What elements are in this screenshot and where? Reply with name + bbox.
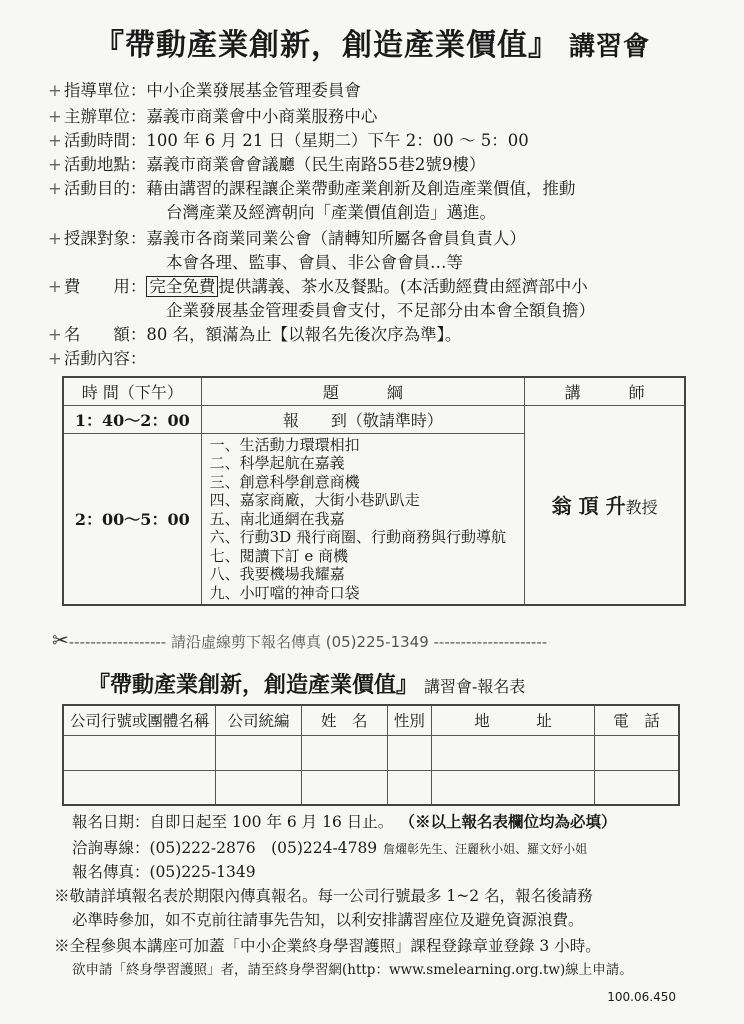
reg-header-gender: 性別	[387, 705, 431, 735]
reg-header-name: 姓 名	[301, 705, 387, 735]
registration-title	[88, 668, 525, 699]
info-value: 中小企業發展基金管理委員會	[146, 81, 361, 100]
reg-cell-tax-id[interactable]	[216, 735, 302, 770]
info-purpose	[48, 178, 575, 200]
note-1b: 必準時參加，如不克前往請事先告知，以利安排講習座位及避免資源浪費。	[72, 911, 584, 929]
contact-people: 詹燿彰先生、汪麗秋小姐、羅文妤小姐	[383, 842, 588, 856]
info-value: 藉由講習的課程讓企業帶動產業創新及創造產業價值，推動	[146, 179, 576, 198]
reg-cell-tax-id[interactable]	[216, 770, 302, 805]
reg-header-phone: 電 話	[595, 705, 679, 735]
info-fee-cont: 企業發展基金管理委員會支付，不足部分由本會全額負擔）	[166, 301, 595, 320]
info-guide	[48, 80, 361, 102]
info-label: 活動時間：	[63, 131, 147, 150]
info-purpose-cont: 台灣產業及經濟朝向「產業價值創造」邁進。	[166, 203, 496, 222]
info-label: 費 用：	[63, 277, 147, 296]
deadline-line	[72, 812, 617, 832]
reg-cell-name[interactable]	[301, 770, 387, 805]
cross-mark-icon: +	[48, 349, 62, 368]
info-label: 活動目的：	[63, 179, 147, 198]
free-badge: 完全免費	[146, 276, 218, 297]
info-place	[48, 154, 485, 176]
table-row	[63, 770, 679, 805]
reg-header-company: 公司行號或團體名稱	[63, 705, 216, 735]
topic-item: 三、創意科學創意商機	[209, 472, 360, 491]
info-label: 指導單位：	[63, 81, 147, 100]
reg-cell-address[interactable]	[432, 770, 595, 805]
info-fee	[48, 276, 588, 298]
info-label: 名 額：	[63, 325, 147, 344]
info-quota	[48, 324, 461, 346]
info-label: 主辦單位：	[63, 107, 147, 126]
info-audience-cont: 本會各理、監事、會員、非公會會員…等	[166, 253, 463, 272]
info-time	[48, 130, 529, 152]
schedule-table	[62, 376, 686, 606]
schedule-header-lecturer: 講 師	[525, 377, 685, 405]
registration-title-suffix: 講習會-報名表	[424, 677, 526, 696]
info-value: 80 名，額滿為止【以報名先後次序為準】。	[146, 325, 462, 344]
topic-item: 五、南北通網在我嘉	[209, 509, 345, 528]
reg-cell-company[interactable]	[63, 770, 216, 805]
cut-line-text: ------------------ 請沿虛線剪下報名傳真 (05)225-1349 ---------------------	[68, 633, 548, 651]
schedule-lecturer	[525, 405, 685, 605]
topic-item: 六、行動3D 飛行商圈、行動商務與行動導航	[209, 528, 506, 546]
cross-mark-icon: +	[48, 229, 62, 248]
cut-line	[52, 628, 547, 652]
schedule-time-1: 1：40～2：00	[63, 405, 201, 433]
title-main: 『帶動產業創新，創造產業價值』	[93, 28, 559, 63]
reg-cell-name[interactable]	[301, 735, 387, 770]
schedule-header-topic: 題 綱	[201, 377, 525, 405]
phone-line	[72, 838, 587, 859]
topic-item: 九、小叮噹的神奇口袋	[209, 583, 360, 602]
note-2b: 欲申請「終身學習護照」者，請至終身學習網(http：www.smelearning.org.tw)線上申請。	[72, 962, 633, 978]
registration-title-main: 『帶動產業創新，創造產業價值』	[88, 672, 419, 698]
topic-item: 七、閱讀下訂 e 商機	[209, 546, 349, 565]
required-note: （※以上報名表欄位均為必填）	[407, 812, 617, 831]
deadline-text: 報名日期：自即日起至 100 年 6 月 16 日止。	[72, 813, 394, 831]
topic-item: 八、我要機場我耀嘉	[209, 565, 345, 583]
cross-mark-icon: +	[48, 277, 62, 296]
schedule-header-time: 時 間（下午）	[63, 377, 201, 405]
topic-item: 一、生活動力環環相扣	[209, 435, 360, 454]
reg-cell-company[interactable]	[63, 735, 216, 770]
topic-item: 四、嘉家商廠，大街小巷趴趴走	[209, 491, 420, 509]
info-organizer	[48, 106, 377, 128]
reg-cell-gender[interactable]	[387, 770, 431, 805]
lecturer-name: 翁 頂 升	[551, 494, 626, 519]
info-value: 嘉義市商業會中小商業服務中心	[146, 107, 378, 126]
lecturer-title: 教授	[625, 498, 658, 518]
schedule-topics	[201, 433, 525, 605]
reg-header-tax-id: 公司統編	[216, 705, 302, 735]
info-value: 100 年 6 月 21 日（星期二）下午 2：00 ～ 5：00	[146, 131, 529, 150]
info-label: 活動內容：	[63, 349, 147, 368]
cross-mark-icon: +	[48, 131, 62, 150]
page-title	[0, 20, 744, 64]
info-value: 提供講義、茶水及餐點。(本活動經費由經濟部中小	[218, 277, 588, 296]
phone-text: 洽詢專線：(05)222-2876 (05)224-4789	[72, 839, 378, 857]
table-row	[63, 735, 679, 770]
cross-mark-icon: +	[48, 325, 62, 344]
cross-mark-icon: +	[48, 179, 62, 198]
reg-cell-address[interactable]	[432, 735, 595, 770]
cross-mark-icon: +	[48, 155, 62, 174]
info-content	[48, 348, 146, 370]
reg-cell-phone[interactable]	[595, 735, 679, 770]
reg-cell-gender[interactable]	[387, 735, 431, 770]
schedule-time-2: 2：00～5：00	[63, 433, 201, 605]
schedule-topic-1: 報 到（敬請準時）	[201, 405, 525, 433]
note-2a: ※全程參與本講座可加蓋「中小企業終身學習護照」課程登錄章並登錄 3 小時。	[54, 937, 601, 955]
info-value: 嘉義市各商業同業公會（請轉知所屬各會員負責人）	[146, 229, 526, 248]
info-value: 嘉義市商業會會議廳（民生南路55巷2號9樓）	[146, 155, 486, 174]
info-label: 活動地點：	[63, 155, 147, 174]
topic-item: 二、科學起航在嘉義	[209, 454, 345, 472]
cross-mark-icon: +	[48, 107, 62, 126]
fax-line: 報名傳真：(05)225-1349	[72, 863, 256, 881]
info-audience	[48, 228, 526, 250]
title-suffix: 講習會	[568, 32, 650, 62]
reg-cell-phone[interactable]	[595, 770, 679, 805]
note-1a: ※敬請詳填報名表於期限內傳真報名。每一公司行號最多 1~2 名，報名後請務	[54, 887, 593, 905]
registration-table	[62, 704, 680, 806]
info-label: 授課對象：	[63, 229, 147, 248]
reg-header-address: 地 址	[432, 705, 595, 735]
cross-mark-icon: +	[48, 81, 62, 100]
scissors-icon: ✂	[52, 628, 69, 652]
document-code: 100.06.450	[607, 990, 676, 1004]
